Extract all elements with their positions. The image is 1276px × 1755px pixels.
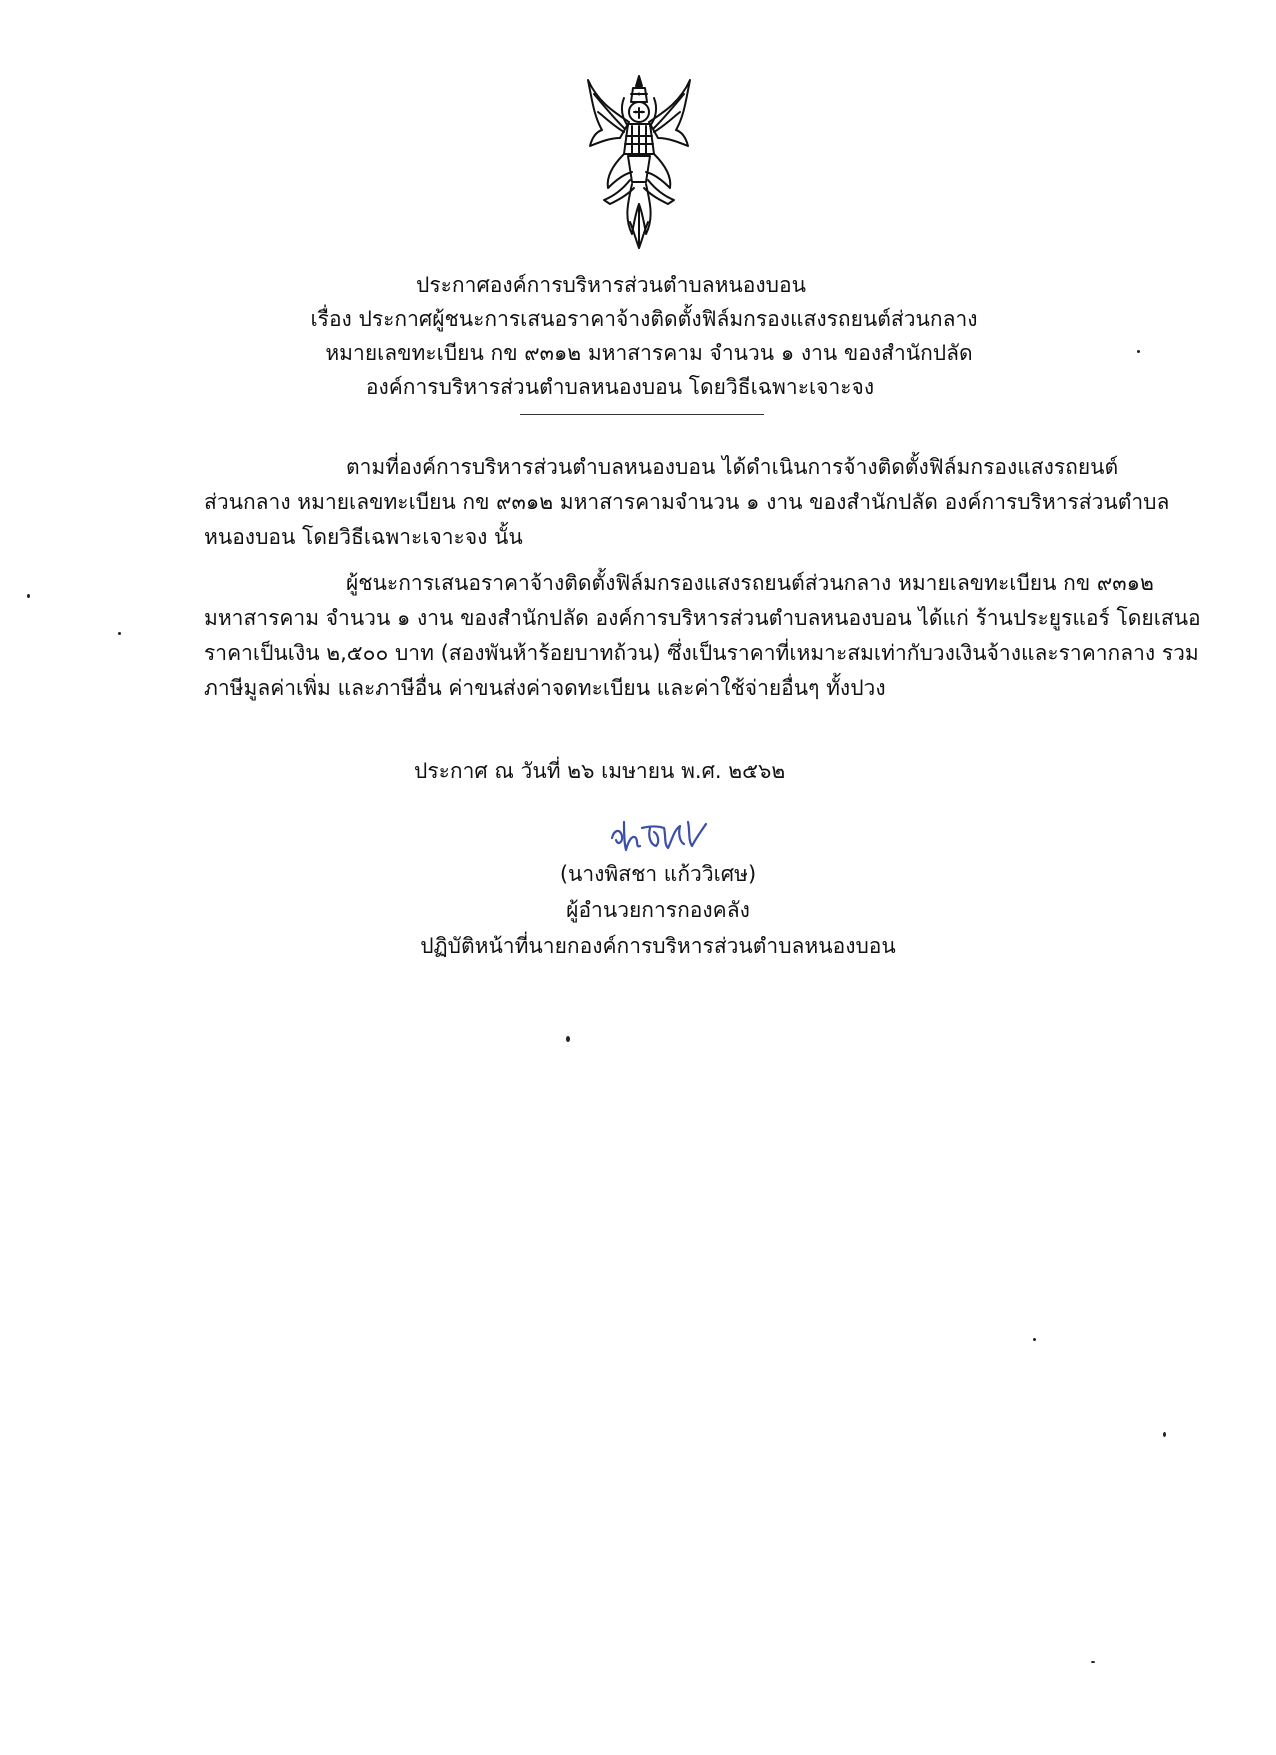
signatory-name: (นางพิสชา แก้ววิเศษ) — [559, 862, 757, 886]
paragraph-line: ตามที่องค์การบริหารส่วนตำบลหนองบอน ได้ดำเนินการจ้างติดตั้งฟิล์มกรองแสงรถยนต์ — [346, 455, 1119, 479]
paragraph-line: มหาสารคาม จำนวน ๑ งาน ของสำนักปลัด องค์การบริหารส่วนตำบลหนองบอน ได้แก่ ร้านประยูรแอร์ โดยเสนอ — [204, 606, 1201, 630]
body-paragraph-2 — [204, 566, 1201, 706]
paragraph-line: หนองบอน โดยวิธีเฉพาะเจาะจง นั้น — [204, 525, 523, 549]
scan-speck — [1137, 350, 1140, 353]
announcement-date: ประกาศ ณ วันที่ ๒๖ เมษายน พ.ศ. ๒๕๖๒ — [414, 759, 786, 783]
title-subject: เรื่อง ประกาศผู้ชนะการเสนอราคาจ้างติดตั้งฟิล์มกรองแสงรถยนต์ส่วนกลาง — [310, 307, 978, 331]
scan-speck — [1033, 1338, 1036, 1341]
title-divider — [520, 414, 764, 415]
paragraph-line: ส่วนกลาง หมายเลขทะเบียน กข ๙๓๑๒ มหาสารคามจำนวน ๑ งาน ของสำนักปลัด องค์การบริหารส่วนตำบล — [204, 490, 1170, 514]
document-title-block — [0, 268, 1276, 404]
scan-speck — [1163, 1432, 1166, 1437]
scan-speck — [1091, 1661, 1095, 1663]
body-paragraph-1 — [204, 450, 1169, 555]
scan-speck — [27, 594, 30, 598]
title-subject-continued: หมายเลขทะเบียน กข ๙๓๑๒ มหาสารคาม จำนวน ๑ งาน ของสำนักปลัด — [325, 341, 973, 365]
signatory-position: ผู้อำนวยการกองคลัง — [566, 898, 750, 922]
scan-speck — [566, 1036, 570, 1042]
signatory-acting-as: ปฏิบัติหน้าที่นายกองค์การบริหารส่วนตำบลหนองบอน — [420, 934, 896, 958]
title-subject-method: องค์การบริหารส่วนตำบลหนองบอน โดยวิธีเฉพาะเจาะจง — [365, 375, 875, 399]
title-organization: ประกาศองค์การบริหารส่วนตำบลหนองบอน — [416, 273, 806, 297]
garuda-emblem-icon — [584, 72, 694, 250]
handwritten-signature-icon — [606, 808, 716, 856]
paragraph-line: ภาษีมูลค่าเพิ่ม และภาษีอื่น ค่าขนส่งค่าจดทะเบียน และค่าใช้จ่ายอื่นๆ ทั้งปวง — [204, 676, 886, 700]
signatory-block — [0, 856, 1276, 964]
scan-speck — [118, 632, 121, 635]
paragraph-line: ราคาเป็นเงิน ๒,๕๐๐ บาท (สองพันห้าร้อยบาทถ้วน) ซึ่งเป็นราคาที่เหมาะสมเท่ากับวงเงินจ้างและราคากลาง รวม — [204, 641, 1199, 665]
paragraph-line: ผู้ชนะการเสนอราคาจ้างติดตั้งฟิล์มกรองแสงรถยนต์ส่วนกลาง หมายเลขทะเบียน กข ๙๓๑๒ — [346, 571, 1154, 595]
